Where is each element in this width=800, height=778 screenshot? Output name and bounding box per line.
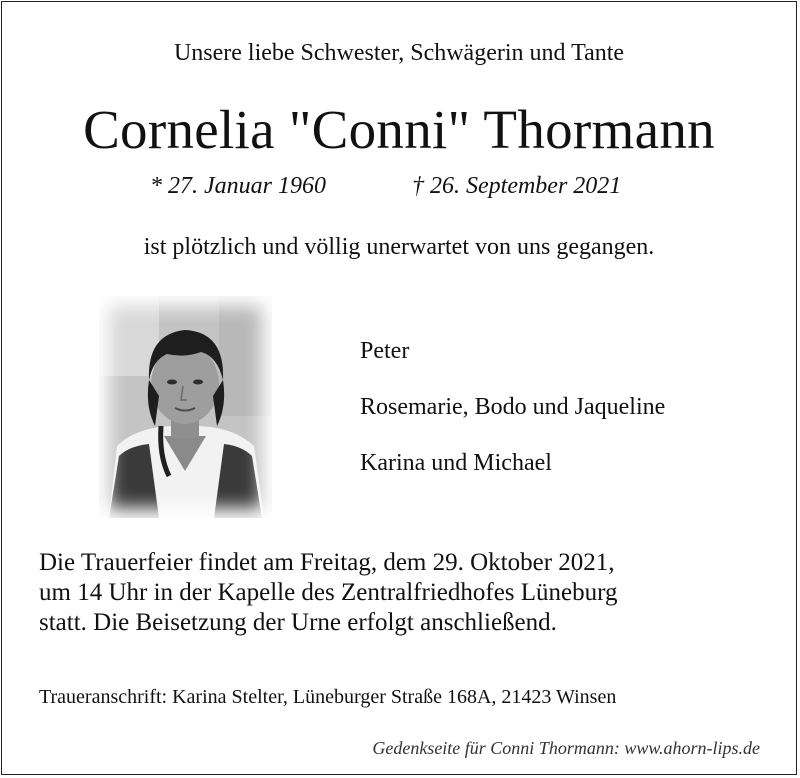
memorial-page-link: Gedenkseite für Conni Thormann: www.ahorn-lips.de [372,738,760,758]
intro-line: Unsere liebe Schwester, Schwägerin und Tante [173,40,625,66]
service-line: Die Trauerfeier findet am Freitag, dem 29. Oktober 2021, [39,549,615,576]
mourner-entry: Karina und Michael [360,450,552,476]
birth-date: * 27. Januar 1960 [150,173,326,199]
service-details [39,548,769,638]
service-line: statt. Die Beisetzung der Urne erfolgt anschließend. [39,609,557,636]
mourner-entry: Peter [360,338,410,364]
passing-statement: ist plötzlich und völlig unerwartet von uns gegangen. [143,234,655,260]
portrait-photo [99,296,272,518]
death-date: † 26. September 2021 [412,173,622,199]
mourner-entry: Rosemarie, Bodo und Jaqueline [360,394,666,420]
mourners-list [360,337,665,505]
mourning-address: Traueranschrift: Karina Stelter, Lüneburger Straße 168A, 21423 Winsen [39,686,617,708]
obituary-notice [1,1,797,775]
service-line: um 14 Uhr in der Kapelle des Zentralfriedhofes Lüneburg [39,579,618,606]
portrait-illustration [99,296,272,518]
deceased-name: Cornelia "Conni" Thormann [83,99,715,160]
